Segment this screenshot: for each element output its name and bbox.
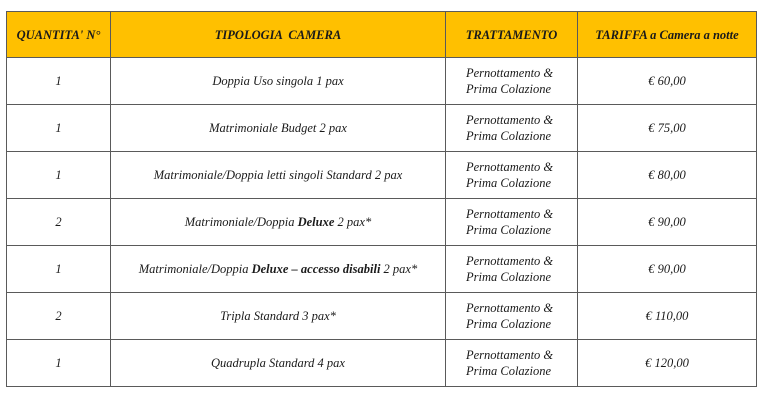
room-type-text: Doppia Uso singola 1 pax <box>212 74 344 88</box>
table-row <box>7 152 757 199</box>
price-cell: € 80,00 <box>578 152 757 199</box>
room-type-cell <box>111 105 446 152</box>
room-type-cell <box>111 340 446 387</box>
room-type-cell <box>111 199 446 246</box>
treatment-cell <box>446 293 578 340</box>
room-type-bold-text: Deluxe <box>297 215 335 229</box>
treatment-line-2: Prima Colazione <box>466 129 552 143</box>
price-cell: € 110,00 <box>578 293 757 340</box>
table-row <box>7 293 757 340</box>
treatment-line-1: Pernottamento & <box>466 113 554 127</box>
room-type-text: Matrimoniale/Doppia <box>184 215 298 229</box>
treatment-cell <box>446 340 578 387</box>
treatment-cell <box>446 58 578 105</box>
quantity-cell: 1 <box>7 152 111 199</box>
table-row <box>7 105 757 152</box>
treatment-line-2: Prima Colazione <box>466 270 552 284</box>
room-type-suffix-text: 2 pax* <box>380 262 418 276</box>
header-quantity <box>7 12 111 58</box>
room-type-cell <box>111 58 446 105</box>
quantity-cell: 1 <box>7 58 111 105</box>
header-treatment-label: TRATTAMENTO <box>465 27 558 42</box>
room-type-text: Matrimoniale Budget 2 pax <box>209 121 347 135</box>
room-type-text: Matrimoniale/Doppia <box>138 262 252 276</box>
price-cell: € 90,00 <box>578 246 757 293</box>
table-row <box>7 246 757 293</box>
header-treatment <box>446 12 578 58</box>
quantity-cell: 2 <box>7 199 111 246</box>
room-type-bold-text: Deluxe – accesso disabili <box>251 262 381 276</box>
treatment-line-2: Prima Colazione <box>466 223 552 237</box>
price-cell: € 75,00 <box>578 105 757 152</box>
price-cell: € 120,00 <box>578 340 757 387</box>
quantity-cell: 1 <box>7 105 111 152</box>
room-type-cell <box>111 293 446 340</box>
header-quantity-label: QUANTITA' N° <box>16 27 101 42</box>
treatment-line-2: Prima Colazione <box>466 364 552 378</box>
treatment-line-2: Prima Colazione <box>466 317 552 331</box>
treatment-line-2: Prima Colazione <box>466 82 552 96</box>
room-type-cell <box>111 152 446 199</box>
treatment-line-2: Prima Colazione <box>466 176 552 190</box>
room-type-suffix-text: 2 pax* <box>334 215 372 229</box>
header-room-type-label: TIPOLOGIA CAMERA <box>214 27 342 42</box>
room-type-cell <box>111 246 446 293</box>
treatment-line-1: Pernottamento & <box>466 207 554 221</box>
table-row <box>7 58 757 105</box>
treatment-line-1: Pernottamento & <box>466 348 554 362</box>
quantity-cell: 2 <box>7 293 111 340</box>
header-rate <box>578 12 757 58</box>
treatment-line-1: Pernottamento & <box>466 160 554 174</box>
price-cell: € 60,00 <box>578 58 757 105</box>
room-type-text: Quadrupla Standard 4 pax <box>211 356 345 370</box>
treatment-cell <box>446 246 578 293</box>
treatment-cell <box>446 105 578 152</box>
room-type-text: Tripla Standard 3 pax* <box>220 309 336 323</box>
rates-table <box>6 11 757 387</box>
header-rate-label: TARIFFA a Camera a notte <box>595 27 739 42</box>
header-room-type <box>111 12 446 58</box>
quantity-cell: 1 <box>7 246 111 293</box>
treatment-line-1: Pernottamento & <box>466 254 554 268</box>
quantity-cell: 1 <box>7 340 111 387</box>
treatment-cell <box>446 152 578 199</box>
table-row <box>7 199 757 246</box>
treatment-line-1: Pernottamento & <box>466 66 554 80</box>
treatment-line-1: Pernottamento & <box>466 301 554 315</box>
treatment-cell <box>446 199 578 246</box>
table-row <box>7 340 757 387</box>
price-cell: € 90,00 <box>578 199 757 246</box>
header-row <box>7 12 757 58</box>
room-type-text: Matrimoniale/Doppia letti singoli Standard 2 pax <box>153 168 403 182</box>
